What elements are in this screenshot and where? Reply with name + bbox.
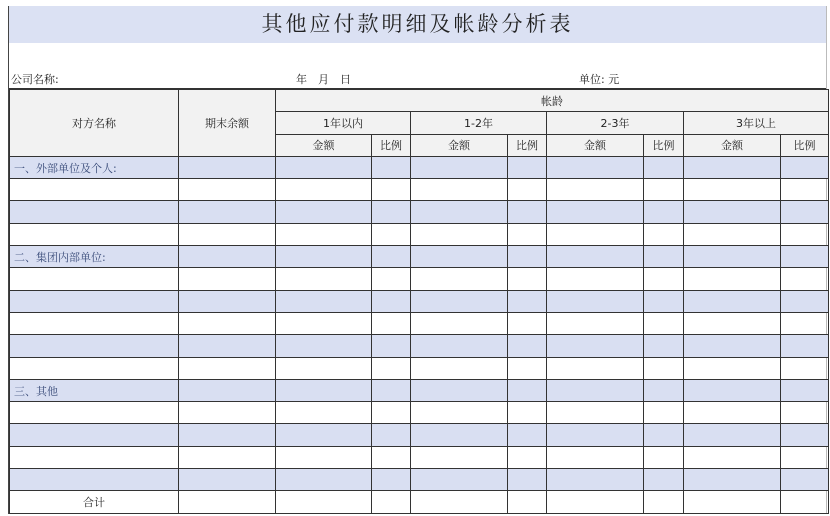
value-cell[interactable]	[372, 335, 411, 357]
section-label-cell[interactable]: 二、集团内部单位:	[10, 246, 179, 268]
value-cell[interactable]	[179, 335, 276, 357]
value-cell[interactable]	[781, 491, 829, 513]
table-row	[10, 268, 829, 290]
value-cell[interactable]	[276, 179, 372, 201]
value-cell[interactable]	[547, 246, 644, 268]
value-cell[interactable]	[684, 357, 781, 379]
header-amount: 金额	[684, 134, 781, 156]
value-cell[interactable]	[547, 201, 644, 223]
value-cell[interactable]	[411, 379, 508, 401]
header-amount: 金额	[276, 134, 372, 156]
value-cell[interactable]	[508, 402, 547, 424]
value-cell[interactable]	[411, 223, 508, 245]
section-label-cell[interactable]: 三、其他	[10, 379, 179, 401]
value-cell[interactable]	[372, 312, 411, 334]
value-cell[interactable]	[276, 312, 372, 334]
info-row	[9, 65, 826, 89]
sheet-title: 其他应付款明细及帐龄分析表	[9, 6, 826, 43]
header-period: 3年以上	[684, 112, 829, 134]
value-cell[interactable]	[547, 312, 644, 334]
value-cell[interactable]	[781, 357, 829, 379]
value-cell[interactable]	[508, 424, 547, 446]
value-cell[interactable]	[179, 379, 276, 401]
value-cell[interactable]	[372, 290, 411, 312]
value-cell[interactable]	[684, 379, 781, 401]
counterparty-cell[interactable]	[10, 402, 179, 424]
value-cell[interactable]	[276, 246, 372, 268]
value-cell[interactable]	[644, 379, 684, 401]
value-cell[interactable]	[684, 402, 781, 424]
value-cell[interactable]	[781, 223, 829, 245]
value-cell[interactable]	[411, 357, 508, 379]
value-cell[interactable]	[684, 446, 781, 468]
spreadsheet	[8, 6, 827, 514]
header-amount: 金额	[411, 134, 508, 156]
value-cell[interactable]	[684, 201, 781, 223]
value-cell[interactable]	[644, 223, 684, 245]
header-period: 2-3年	[547, 112, 684, 134]
header-period: 1-2年	[411, 112, 547, 134]
value-cell[interactable]	[508, 156, 547, 178]
value-cell[interactable]	[508, 491, 547, 513]
table-row	[10, 312, 829, 334]
value-cell[interactable]	[547, 223, 644, 245]
value-cell[interactable]	[644, 469, 684, 491]
value-cell[interactable]	[644, 402, 684, 424]
value-cell[interactable]	[179, 424, 276, 446]
value-cell[interactable]	[547, 335, 644, 357]
counterparty-cell[interactable]	[10, 335, 179, 357]
value-cell[interactable]	[179, 268, 276, 290]
value-cell[interactable]	[644, 357, 684, 379]
value-cell[interactable]	[411, 201, 508, 223]
value-cell[interactable]	[508, 223, 547, 245]
counterparty-cell[interactable]	[10, 424, 179, 446]
value-cell[interactable]	[411, 469, 508, 491]
value-cell[interactable]	[372, 379, 411, 401]
counterparty-cell[interactable]	[10, 201, 179, 223]
value-cell[interactable]	[547, 424, 644, 446]
table-row	[10, 290, 829, 312]
table-row	[10, 379, 829, 401]
value-cell[interactable]	[179, 446, 276, 468]
value-cell[interactable]	[179, 469, 276, 491]
value-cell[interactable]	[179, 156, 276, 178]
value-cell[interactable]	[547, 357, 644, 379]
counterparty-cell[interactable]	[10, 223, 179, 245]
value-cell[interactable]	[684, 424, 781, 446]
value-cell[interactable]	[547, 290, 644, 312]
value-cell[interactable]	[781, 246, 829, 268]
value-cell[interactable]	[276, 469, 372, 491]
value-cell[interactable]	[781, 446, 829, 468]
value-cell[interactable]	[547, 268, 644, 290]
value-cell[interactable]	[372, 268, 411, 290]
value-cell[interactable]	[547, 402, 644, 424]
value-cell[interactable]	[781, 335, 829, 357]
value-cell[interactable]	[508, 268, 547, 290]
value-cell[interactable]	[276, 268, 372, 290]
value-cell[interactable]	[276, 402, 372, 424]
value-cell[interactable]	[276, 335, 372, 357]
value-cell[interactable]	[276, 223, 372, 245]
value-cell[interactable]	[179, 179, 276, 201]
value-cell[interactable]	[684, 223, 781, 245]
value-cell[interactable]	[684, 156, 781, 178]
header-aging: 帐龄	[276, 90, 829, 112]
header-counterparty: 对方名称	[10, 90, 179, 157]
table-row	[10, 402, 829, 424]
value-cell[interactable]	[684, 469, 781, 491]
value-cell[interactable]	[179, 357, 276, 379]
value-cell[interactable]	[684, 246, 781, 268]
value-cell[interactable]	[684, 179, 781, 201]
counterparty-cell[interactable]	[10, 469, 179, 491]
value-cell[interactable]	[547, 379, 644, 401]
header-period: 1年以内	[276, 112, 411, 134]
value-cell[interactable]	[644, 335, 684, 357]
total-label-cell[interactable]: 合计	[10, 491, 179, 513]
value-cell[interactable]	[781, 312, 829, 334]
counterparty-cell[interactable]	[10, 290, 179, 312]
value-cell[interactable]	[644, 201, 684, 223]
value-cell[interactable]	[508, 469, 547, 491]
value-cell[interactable]	[179, 223, 276, 245]
value-cell[interactable]	[411, 424, 508, 446]
value-cell[interactable]	[684, 290, 781, 312]
value-cell[interactable]	[179, 491, 276, 513]
value-cell[interactable]	[644, 446, 684, 468]
value-cell[interactable]	[276, 379, 372, 401]
value-cell[interactable]	[644, 491, 684, 513]
value-cell[interactable]	[276, 156, 372, 178]
value-cell[interactable]	[179, 402, 276, 424]
value-cell[interactable]	[508, 201, 547, 223]
value-cell[interactable]	[276, 290, 372, 312]
value-cell[interactable]	[684, 268, 781, 290]
section-label-cell[interactable]: 一、外部单位及个人:	[10, 156, 179, 178]
value-cell[interactable]	[372, 402, 411, 424]
value-cell[interactable]	[372, 246, 411, 268]
value-cell[interactable]	[179, 246, 276, 268]
value-cell[interactable]	[547, 491, 644, 513]
value-cell[interactable]	[644, 246, 684, 268]
value-cell[interactable]	[508, 335, 547, 357]
value-cell[interactable]	[781, 402, 829, 424]
counterparty-cell[interactable]	[10, 357, 179, 379]
value-cell[interactable]	[508, 379, 547, 401]
value-cell[interactable]	[276, 446, 372, 468]
table-row	[10, 246, 829, 268]
value-cell[interactable]	[508, 357, 547, 379]
value-cell[interactable]	[179, 312, 276, 334]
value-cell[interactable]	[372, 446, 411, 468]
value-cell[interactable]	[684, 491, 781, 513]
table-row	[10, 179, 829, 201]
value-cell[interactable]	[411, 156, 508, 178]
value-cell[interactable]	[372, 201, 411, 223]
header-ratio: 比例	[372, 134, 411, 156]
table-row	[10, 446, 829, 468]
value-cell[interactable]	[781, 424, 829, 446]
value-cell[interactable]	[684, 312, 781, 334]
value-cell[interactable]	[276, 201, 372, 223]
counterparty-cell[interactable]	[10, 446, 179, 468]
value-cell[interactable]	[372, 179, 411, 201]
value-cell[interactable]	[644, 424, 684, 446]
value-cell[interactable]	[508, 446, 547, 468]
header-ratio: 比例	[781, 134, 829, 156]
table-row	[10, 491, 829, 513]
value-cell[interactable]	[508, 246, 547, 268]
value-cell[interactable]	[411, 312, 508, 334]
table-row	[10, 424, 829, 446]
value-cell[interactable]	[411, 290, 508, 312]
header-amount: 金额	[547, 134, 644, 156]
value-cell[interactable]	[547, 179, 644, 201]
aging-table	[9, 89, 829, 514]
table-row	[10, 201, 829, 223]
value-cell[interactable]	[411, 246, 508, 268]
value-cell[interactable]	[276, 357, 372, 379]
value-cell[interactable]	[411, 402, 508, 424]
date-label: 年 月 日	[296, 73, 351, 86]
value-cell[interactable]	[276, 424, 372, 446]
value-cell[interactable]	[781, 179, 829, 201]
table-row	[10, 469, 829, 491]
value-cell[interactable]	[411, 446, 508, 468]
value-cell[interactable]	[276, 491, 372, 513]
value-cell[interactable]	[508, 179, 547, 201]
header-ratio: 比例	[508, 134, 547, 156]
value-cell[interactable]	[644, 156, 684, 178]
table-row	[10, 335, 829, 357]
value-cell[interactable]	[781, 268, 829, 290]
value-cell[interactable]	[644, 268, 684, 290]
value-cell[interactable]	[372, 424, 411, 446]
value-cell[interactable]	[372, 223, 411, 245]
value-cell[interactable]	[781, 379, 829, 401]
value-cell[interactable]	[372, 357, 411, 379]
counterparty-cell[interactable]	[10, 179, 179, 201]
company-label: 公司名称:	[11, 73, 59, 86]
value-cell[interactable]	[411, 179, 508, 201]
value-cell[interactable]	[644, 312, 684, 334]
value-cell[interactable]	[372, 156, 411, 178]
value-cell[interactable]	[644, 290, 684, 312]
value-cell[interactable]	[411, 268, 508, 290]
header-ratio: 比例	[644, 134, 684, 156]
value-cell[interactable]	[179, 201, 276, 223]
table-row	[10, 223, 829, 245]
value-cell[interactable]	[179, 290, 276, 312]
value-cell[interactable]	[781, 469, 829, 491]
counterparty-cell[interactable]	[10, 312, 179, 334]
value-cell[interactable]	[411, 491, 508, 513]
spacer-row	[9, 43, 826, 65]
value-cell[interactable]	[372, 491, 411, 513]
value-cell[interactable]	[508, 290, 547, 312]
value-cell[interactable]	[411, 335, 508, 357]
counterparty-cell[interactable]	[10, 268, 179, 290]
unit-label: 单位: 元	[579, 73, 620, 86]
value-cell[interactable]	[781, 201, 829, 223]
table-row	[10, 156, 829, 178]
value-cell[interactable]	[547, 446, 644, 468]
value-cell[interactable]	[781, 290, 829, 312]
value-cell[interactable]	[781, 156, 829, 178]
header-ending-balance: 期末余额	[179, 90, 276, 157]
value-cell[interactable]	[684, 335, 781, 357]
value-cell[interactable]	[547, 469, 644, 491]
value-cell[interactable]	[508, 312, 547, 334]
value-cell[interactable]	[547, 156, 644, 178]
table-row	[10, 357, 829, 379]
value-cell[interactable]	[372, 469, 411, 491]
value-cell[interactable]	[644, 179, 684, 201]
